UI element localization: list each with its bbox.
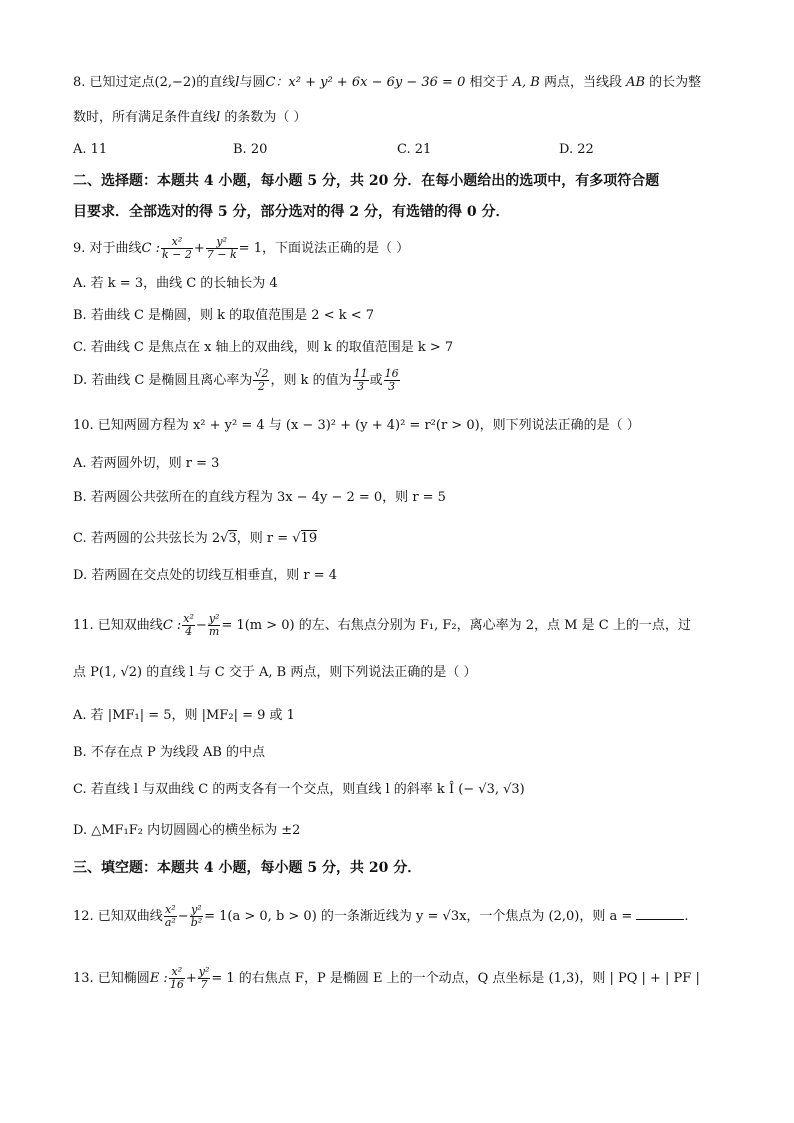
q12-stem-b: = 1(a > 0, b > 0) 的一条渐近线为 y = √3x，一个焦点为 (2,0)，则 a = xyxy=(204,909,637,924)
q8-option-c: C. 21 xyxy=(397,142,432,157)
q9-d-v2 xyxy=(384,368,400,393)
q13-f2-den: 7 xyxy=(200,978,208,991)
q12-stem-a: 12. 已知双曲线 xyxy=(73,909,163,924)
q13-stem-a: 13. 已知椭圆 xyxy=(73,971,150,986)
q10-option-b: B. 若两圆公共弦所在的直线方程为 3x − 4y − 2 = 0，则 r = 5 xyxy=(73,490,446,505)
q13-E: E : xyxy=(149,971,168,986)
q8-line2 xyxy=(73,109,306,127)
q9-stem: 9. 对于曲线C : $\frac{\text{x²}}{k - 2}$ + $\frac{\text{y²}}{7 - k}$ = 1，下面说法正确的是（ ） xyxy=(73,235,410,261)
q9-C: C : xyxy=(141,241,161,256)
q8-text-c: 与圆 xyxy=(239,75,266,90)
q10-option-a: A. 若两圆外切，则 r = 3 xyxy=(73,456,220,471)
q11-f2-den: m xyxy=(208,625,220,638)
q13-frac2 xyxy=(198,966,211,991)
q10-c-root: 3 xyxy=(228,531,237,546)
q12-answer-blank[interactable] xyxy=(636,907,684,920)
q9-option-c: C. 若曲线 C 是焦点在 x 轴上的双曲线，则 k 的取值范围是 k > 7 xyxy=(73,340,454,355)
q10-c-a: C. 若两圆的公共弦长为 2 xyxy=(73,531,221,546)
q8-text-d: 相交于 xyxy=(465,75,513,90)
q9-d-frac-num: √2 xyxy=(254,367,269,380)
q9-d-b: ，则 k 的值为 xyxy=(270,373,352,388)
q11-line2: 点 P(1, √2) 的直线 l 与 C 交于 A, B 两点，则下列说法正确的是（ ） xyxy=(73,665,477,680)
q11-stem-a: 11. 已知双曲线 xyxy=(73,618,163,633)
q11-option-c: C. 若直线 l 与双曲线 C 的两支各有一个交点，则直线 l 的斜率 k Î (− √3, √3) xyxy=(73,782,525,797)
q12-frac1 xyxy=(164,904,177,929)
q11-frac2 xyxy=(208,613,221,638)
q12-f1-num: x² xyxy=(164,903,176,916)
q9-f1-den: k − 2 xyxy=(162,248,192,261)
q12-end: . xyxy=(684,909,689,924)
q8-text-f: 的长为整 xyxy=(645,75,702,90)
section2-heading-line1: 二、选择题：本题共 4 小题，每小题 5 分，共 20 分．在每小题给出的选项中，有多项符合题 xyxy=(73,173,660,189)
q8-option-a: A. 11 xyxy=(73,142,108,157)
q8-seg: AB xyxy=(626,75,646,90)
q11-frac1 xyxy=(182,613,195,638)
q12-f2-den: b² xyxy=(190,916,203,929)
q10-c-b: ，则 r = xyxy=(236,531,293,546)
q9-d-frac-den: 2 xyxy=(257,380,265,393)
q9-frac1 xyxy=(161,236,193,261)
q12-f2-num: y² xyxy=(191,903,202,916)
q11-stem-b: = 1(m > 0) 的左、右焦点分别为 F₁, F₂，离心率为 2，点 M 是 C 上的一点，过 xyxy=(221,618,691,633)
q9-stem-a: 9. 对于曲线 xyxy=(73,241,142,256)
q11-option-a: A. 若 |MF₁| = 5，则 |MF₂| = 9 或 1 xyxy=(73,708,295,723)
q8-option-b: B. 20 xyxy=(233,142,268,157)
section3-heading: 三、填空题：本题共 4 小题，每小题 5 分，共 20 分． xyxy=(73,860,422,876)
section2-heading-line2: 目要求．全部选对的得 5 分，部分选对的得 2 分，有选错的得 0 分． xyxy=(73,204,510,220)
q8-line2-text: 数时，所有满足条件直线 xyxy=(73,110,217,125)
q8-text-e: 两点，当线段 xyxy=(539,75,627,90)
q13-stem: 13. 已知椭圆E : $\frac{\text{x²}}{16}$ + $\frac{\text{y²}}{7}$ = 1 的右焦点 F，P 是椭圆 E 上的一个动点，Q 点坐标是 (1,3)，则 | PQ | + | PF | xyxy=(73,965,700,991)
q9-f2-den: 7 − k xyxy=(206,248,237,261)
q9-d-frac xyxy=(253,368,269,393)
q10-option-d: D. 若两圆在交点处的切线互相垂直，则 r = 4 xyxy=(73,568,337,583)
q11-f1-den: 4 xyxy=(185,625,193,638)
q10-option-c: C. 若两圆的公共弦长为 2√3，则 r = √19 xyxy=(73,531,318,546)
q9-d-v1 xyxy=(353,368,369,393)
q9-option-a: A. 若 k = 3，曲线 C 的长轴长为 4 xyxy=(73,276,278,291)
q10-c-root2: 19 xyxy=(300,531,318,546)
q10-stem: 10. 已知两圆方程为 x² + y² = 4 与 (x − 3)² + (y + 4)² = r²(r > 0)，则下列说法正确的是（ ） xyxy=(73,418,640,433)
q9-frac2 xyxy=(206,236,238,261)
q9-stem-b: = 1，下面说法正确的是（ ） xyxy=(238,241,410,256)
q9-f1-num: x² xyxy=(161,236,193,249)
q9-d-v2-num: 16 xyxy=(384,367,399,380)
q8-options xyxy=(73,141,733,159)
q12-f1-den: a² xyxy=(164,916,176,929)
q8-line2-tail: 的条数为（ ） xyxy=(220,110,307,125)
q11-f1-num: x² xyxy=(183,612,194,625)
q8-equation: ：x² + y² + 6x − 6y − 36 = 0 xyxy=(275,75,466,90)
q8-text: 8. 已知过定点 xyxy=(73,75,155,90)
q8-line1 xyxy=(73,74,701,92)
q9-option-d xyxy=(73,368,401,393)
q12-stem: 12. 已知双曲线 $\frac{\text{x²}}{\text{a²}}$ − $\frac{\text{y²}}{\text{b²}}$ = 1(a > 0, b > 0) 的一条渐近线为 y = √3x，一个焦点为 (2,0)，则 a = . xyxy=(73,903,689,929)
q9-d-v2-den: 3 xyxy=(388,380,396,393)
q11-C: C : xyxy=(162,618,182,633)
q11-stem: 11. 已知双曲线C : $\frac{\text{x²}}{4}$ − $\frac{\text{y²}}{m}$ = 1(m > 0) 的左、右焦点分别为 F₁, F₂，离心率为 2，点 M 是 C 上的一点，过 xyxy=(73,612,691,638)
q9-d-a: D. 若曲线 C 是椭圆且离心率为 xyxy=(73,373,253,388)
q8-line2-l: l xyxy=(216,110,221,125)
q8-C: C xyxy=(265,75,276,90)
q13-stem-b: = 1 的右焦点 F，P 是椭圆 E 上的一个动点，Q 点坐标是 (1,3)，则 | PQ | + | PF | xyxy=(211,971,700,986)
q9-option-b: B. 若曲线 C 是椭圆，则 k 的取值范围是 2 < k < 7 xyxy=(73,308,375,323)
q9-f2-num: y² xyxy=(206,236,238,249)
q13-f1-num: x² xyxy=(169,966,185,979)
q13-f1-den: 16 xyxy=(169,978,184,991)
q8-point: (2,−2) xyxy=(154,75,197,90)
q8-text-b: 的直线 xyxy=(196,75,236,90)
q13-frac1 xyxy=(169,966,185,991)
q11-option-d: D. △MF₁F₂ 内切圆圆心的横坐标为 ±2 xyxy=(73,823,301,838)
q12-frac2 xyxy=(190,904,203,929)
q9-d-or: 或 xyxy=(369,373,383,388)
q8-AB: A, B xyxy=(512,75,540,90)
q11-f2-num: y² xyxy=(208,612,220,625)
q11-option-b: B. 不存在点 P 为线段 AB 的中点 xyxy=(73,745,266,760)
q13-f2-num: y² xyxy=(198,965,210,978)
q8-l: l xyxy=(235,75,240,90)
q9-d-v1-num: 11 xyxy=(353,367,368,380)
q9-d-v1-den: 3 xyxy=(357,380,365,393)
q8-option-d: D. 22 xyxy=(559,142,594,157)
